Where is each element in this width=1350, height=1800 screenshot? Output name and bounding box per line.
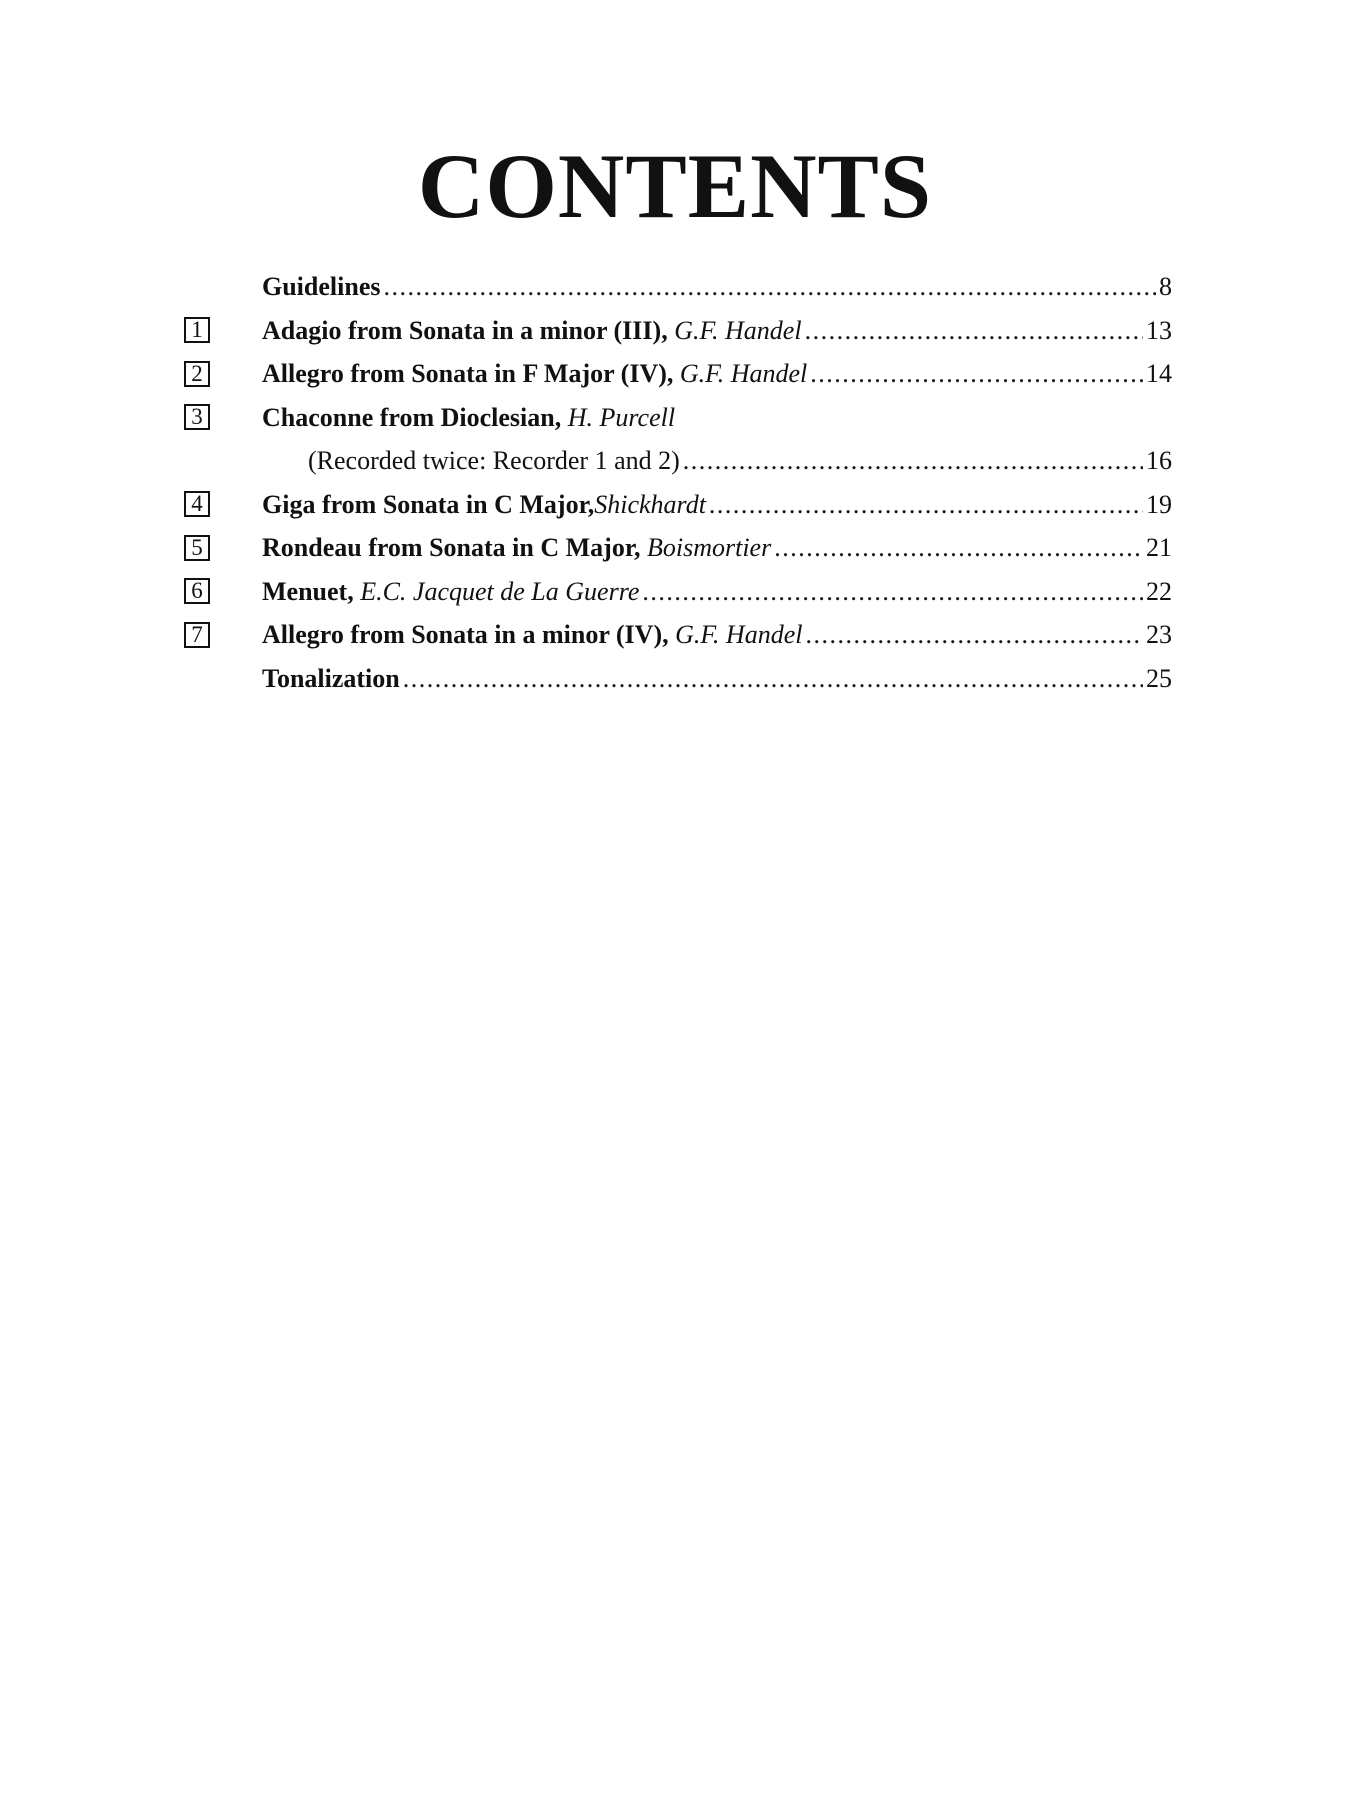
toc-entry-track-7[interactable] — [0, 613, 1350, 657]
toc-page-number: 21 — [1146, 533, 1172, 562]
track-number-box: 1 — [184, 317, 210, 343]
toc-entry-note: (Recorded twice: Recorder 1 and 2) — [308, 446, 680, 475]
toc-entry-title: Allegro from Sonata in a minor (IV), — [262, 620, 669, 649]
toc-entry-title: Giga from Sonata in C Major, — [262, 489, 595, 519]
dot-leader — [383, 265, 1156, 309]
track-number-box: 7 — [184, 622, 210, 648]
toc-page-number: 22 — [1146, 576, 1172, 606]
dot-leader — [805, 613, 1143, 657]
track-number-box: 4 — [184, 491, 210, 517]
toc-entry-composer: Shickhardt — [594, 489, 706, 519]
toc-entry-composer: G.F. Handel — [675, 620, 803, 649]
toc-entry-title: Tonalization — [262, 663, 400, 693]
toc-entry-title: Menuet, — [262, 576, 354, 606]
dot-leader — [403, 657, 1143, 701]
toc-page-number: 8 — [1159, 272, 1172, 301]
track-number-box: 2 — [184, 361, 210, 387]
toc-entry-composer: G.F. Handel — [679, 359, 808, 388]
dot-leader — [683, 439, 1143, 483]
toc-entry-guidelines[interactable] — [0, 265, 1350, 309]
toc-entry-track-5[interactable] — [0, 526, 1350, 570]
track-number-box: 6 — [184, 578, 210, 604]
toc-page-number: 14 — [1146, 359, 1172, 388]
dot-leader — [805, 309, 1143, 353]
toc-entry-composer: Boismortier — [646, 533, 772, 562]
toc-page-number: 16 — [1146, 446, 1172, 475]
dot-leader — [642, 570, 1143, 614]
dot-leader — [774, 526, 1143, 570]
toc-page-number: 23 — [1146, 620, 1172, 649]
toc-entry-tonalization[interactable] — [0, 657, 1350, 701]
track-number-box: 3 — [184, 404, 210, 430]
toc-page-number: 25 — [1146, 663, 1172, 693]
toc-entry-track-6[interactable] — [0, 570, 1350, 614]
toc-entry-composer: H. Purcell — [567, 402, 676, 432]
toc-entry-track-4[interactable] — [0, 483, 1350, 527]
toc-entry-title: Allegro from Sonata in F Major (IV), — [262, 359, 674, 388]
toc-entry-title: Adagio from Sonata in a minor (III), — [262, 315, 668, 345]
track-number-box: 5 — [184, 535, 210, 561]
toc-entry-composer: E.C. Jacquet de La Guerre — [360, 576, 640, 606]
dot-leader — [810, 352, 1143, 396]
toc-page-number: 19 — [1146, 489, 1172, 519]
dot-leader — [709, 483, 1143, 527]
toc-entry-composer: G.F. Handel — [674, 315, 802, 345]
page-title: CONTENTS — [417, 135, 933, 237]
toc-entry-track-1[interactable] — [0, 309, 1350, 353]
toc-page-number: 13 — [1146, 315, 1172, 345]
toc-entry-track-3[interactable] — [0, 396, 1350, 440]
toc-entry-title: Guidelines — [262, 272, 381, 301]
toc-entry-track-3-note[interactable] — [0, 439, 1350, 483]
toc-entry-track-2[interactable] — [0, 352, 1350, 396]
toc-entry-title: Rondeau from Sonata in C Major, — [262, 533, 641, 562]
table-of-contents — [0, 265, 1350, 700]
toc-entry-title: Chaconne from Dioclesian, — [262, 402, 562, 432]
